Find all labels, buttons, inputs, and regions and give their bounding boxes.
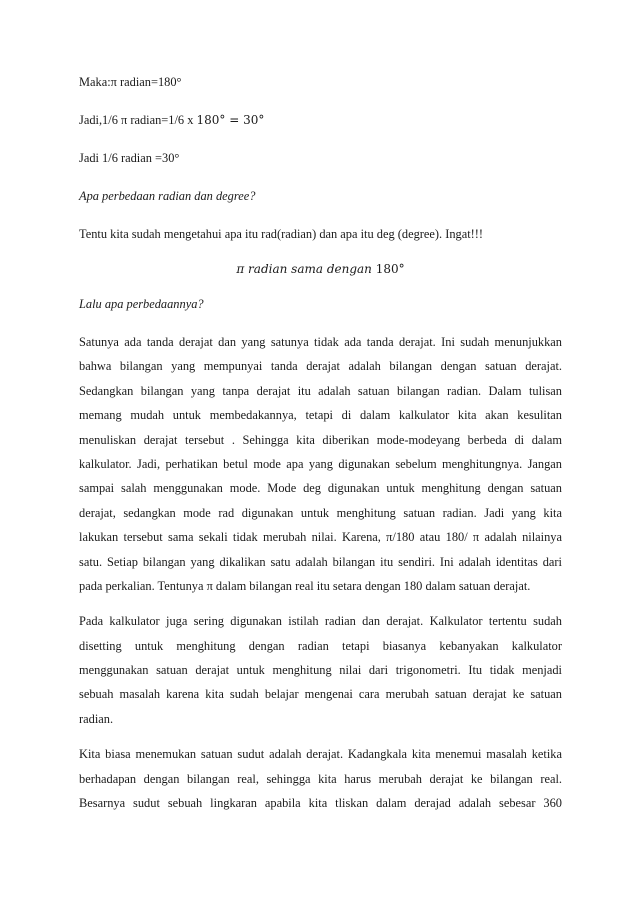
- paragraph-line: bahwa bilangan yang mempunyai tanda derajat adalah bilangan dengan satuan derajat.: [79, 359, 562, 374]
- paragraph-line: kalkulator. Jadi, perhatikan betul mode apa yang digunakan sebelum menghitungnya. Jangan: [79, 456, 562, 471]
- formula-pi-radian-text: π radian sama dengan: [236, 262, 376, 276]
- paragraph-line: Satunya ada tanda derajat dan yang satunya tidak ada tanda derajat. Ini sudah menunjukkan: [79, 335, 562, 349]
- paragraph-line: radian.: [79, 711, 114, 726]
- paragraph-line: satu. Setiap bilangan yang dikalikan satu adalah bilangan itu sendiri. Ini adalah identitas dari: [79, 554, 562, 569]
- jadi-conversion-math: 180° = 30°: [196, 113, 265, 127]
- paragraph-line: berhadapan dengan bilangan real, sehingga kita harus merubah derajat ke bilangan real.: [79, 771, 562, 786]
- formula-pi-radian-value: 180°: [375, 262, 405, 276]
- paragraph-line: pada perkalian. Tentunya π dalam bilangan real itu setara dengan 180 dalam satuan derajat.: [79, 578, 531, 593]
- text-line-jadi-conversion: [79, 108, 562, 132]
- paragraph-line: disetting untuk menghitung dengan radian tetapi biasanya kebanyakan kalkulator: [79, 638, 562, 653]
- paragraph-line: Besarnya sudut sebuah lingkaran apabila kita tliskan dalam derajad adalah sebesar 360: [79, 796, 562, 811]
- paragraph-line: derajat, sedangkan mode rad digunakan untuk menghitung satuan radian. Jadi yang kita: [79, 505, 562, 520]
- paragraph-line: memang mudah untuk membedakannya, tetapi di dalam kalkulator kita akan kesulitan: [79, 408, 562, 423]
- text-line-jadi-result: Jadi 1/6 radian =30°: [79, 151, 180, 165]
- document-page: [79, 70, 562, 815]
- text-line-maka: Maka:π radian=180°: [79, 75, 182, 89]
- formula-pi-radian: [79, 257, 562, 281]
- paragraph-line: sebuah masalah karena kita sudah belajar mengenai cara merubah satuan derajat ke satuan: [79, 687, 562, 702]
- paragraph-kalkulator: [79, 609, 562, 731]
- question-heading-difference: Apa perbedaan radian dan degree?: [79, 189, 256, 203]
- paragraph-line: Pada kalkulator juga sering digunakan istilah radian dan derajat. Kalkulator tertentu sudah: [79, 614, 562, 629]
- paragraph-line: menggunakan satuan derajat untuk menghitung nilai dari trigonometri. Itu tidak menjadi: [79, 663, 562, 678]
- paragraph-line: lakukan tersebut sama sekali tidak merubah nilai. Karena, π/180 atau 180/ π adalah nilainya: [79, 530, 562, 545]
- paragraph-line: Kita biasa menemukan satuan sudut adalah derajat. Kadangkala kita menemui masalah ketika: [79, 747, 562, 762]
- text-line-tentu: Tentu kita sudah mengetahui apa itu rad(radian) dan apa itu deg (degree). Ingat!!!: [79, 227, 484, 241]
- paragraph-line: Sedangkan bilangan yang tanpa derajat itu adalah satuan bilangan radian. Dalam tulisan: [79, 383, 562, 398]
- paragraph-line: sampai salah menggunakan mode. Mode deg digunakan untuk menghitung dengan satuan: [79, 481, 562, 496]
- paragraph-satunya: [79, 330, 562, 598]
- jadi-conversion-text: Jadi,1/6 π radian=1/6 x: [79, 113, 197, 127]
- paragraph-satuan-sudut: [79, 742, 562, 815]
- question-heading-lalu: Lalu apa perbedaannya?: [79, 297, 204, 311]
- paragraph-line: menuliskan derajat tersebut . Sehingga kita diberikan mode-modeyang berbeda di dalam: [79, 432, 562, 447]
